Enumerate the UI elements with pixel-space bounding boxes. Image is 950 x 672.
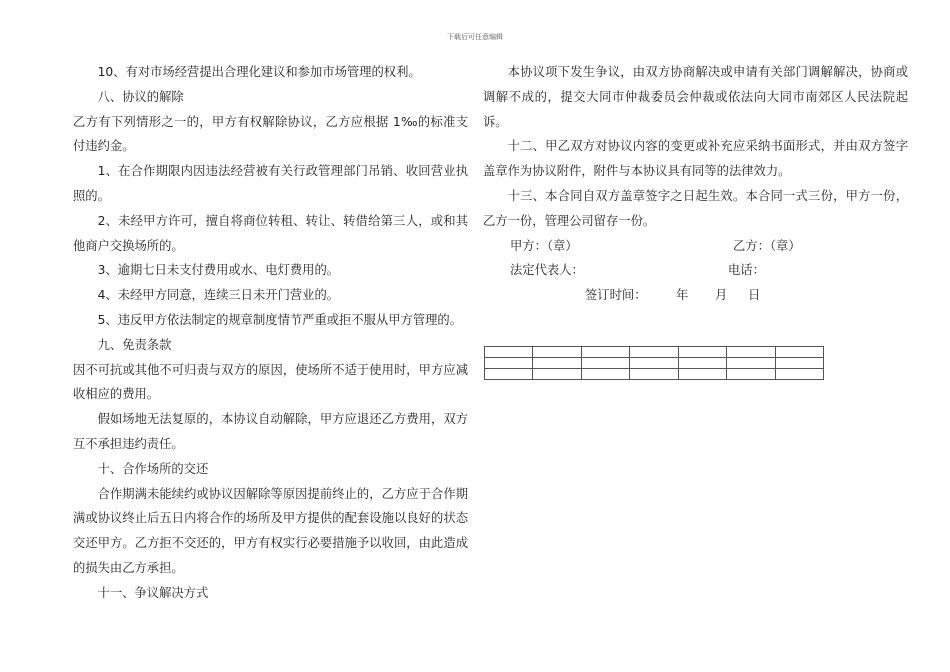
table-cell [727,369,775,380]
legal-rep-label: 法定代表人： [510,263,584,278]
table-cell [581,347,629,358]
year-label: 年 [676,288,689,303]
table-row [485,347,824,358]
table-cell [533,369,581,380]
section-heading: 十、合作场所的交还 [97,461,209,476]
month-label: 月 [715,288,728,303]
paragraph: 合作期满未能续约或协议因解除等原因提前终止的，乙方应于合作期满或协议终止后五日内将合作的场所及甲方提供的配套设施以良好的状态交还甲方。乙方拒不交还的，甲方有权实行必要措施予以收回，由此造成的损失由乙方承担。 [73,486,468,575]
day-label: 日 [748,288,761,303]
table-cell [630,347,678,358]
header-note: 下载后可任意编辑 [447,33,503,41]
signature-row-date [483,283,908,308]
section-heading: 八、协议的解除 [97,89,184,104]
table-cell [678,347,726,358]
party-a-label: 甲方：（章） [510,238,578,253]
paragraph: 1、在合作期限内因违法经营被有关行政管理部门吊销、收回营业执照的。 [73,164,468,203]
left-column [73,60,468,606]
paragraph: 3、逾期七日未支付费用或水、电灯费用的。 [97,263,340,278]
table-cell [533,358,581,369]
blank-table [484,346,824,380]
table-cell [581,358,629,369]
table-cell [581,369,629,380]
table-cell [678,369,726,380]
paragraph: 10、有对市场经营提出合理化建议和参加市场管理的权利。 [97,65,421,79]
table-cell [533,347,581,358]
table-cell [775,358,823,369]
paragraph: 十二、甲乙双方对协议内容的变更或补充应采纳书面形式，并由双方签字盖章作为协议附件，附件与本协议具有同等的法律效力。 [483,139,908,179]
paragraph: 本协议项下发生争议，由双方协商解决或申请有关部门调解解决，协商或调解不成的，提交大同市仲裁委员会仲裁或依法向大同市南郊区人民法院起诉。 [483,65,908,129]
table-cell [485,369,533,380]
table-row [485,369,824,380]
sign-date-label: 签订时间： [585,288,647,303]
paragraph: 乙方有下列情形之一的，甲方有权解除协议，乙方应根据 1‰的标准支付违约金。 [73,114,468,154]
table-cell [485,347,533,358]
paragraph: 4、未经甲方同意，连续三日未开门营业的。 [97,288,340,303]
paragraph: 2、未经甲方许可，擅自将商位转租、转让、转借给第三人，或和其他商户交换场所的。 [73,213,468,253]
paragraph: 因不可抗或其他不可归责与双方的原因，使场所不适于使用时，甲方应减收相应的费用。 [73,362,468,402]
table-row [485,358,824,369]
right-column [483,60,908,308]
paragraph: 5、违反甲方依法制定的规章制度情节严重或拒不服从甲方管理的。 [97,312,463,327]
section-heading: 九、免责条款 [97,337,172,352]
table-cell [775,369,823,380]
table-cell [678,358,726,369]
party-b-label: 乙方：（章） [733,238,801,253]
phone-label: 电话： [728,263,765,278]
paragraph: 十三、本合同自双方盖章签字之日起生效。本合同一式三份，甲方一份，乙方一份，管理公司留存一份。 [483,188,908,228]
table-cell [727,347,775,358]
table-cell [485,358,533,369]
signature-row-parties [483,234,908,259]
table-cell [630,369,678,380]
signature-row-contacts [483,258,908,283]
paragraph: 假如场地无法复原的，本协议自动解除，甲方应退还乙方费用，双方互不承担违约责任。 [73,412,468,451]
table-cell [775,347,823,358]
section-heading: 十一、争议解决方式 [97,585,209,600]
table-cell [630,358,678,369]
table-cell [727,358,775,369]
